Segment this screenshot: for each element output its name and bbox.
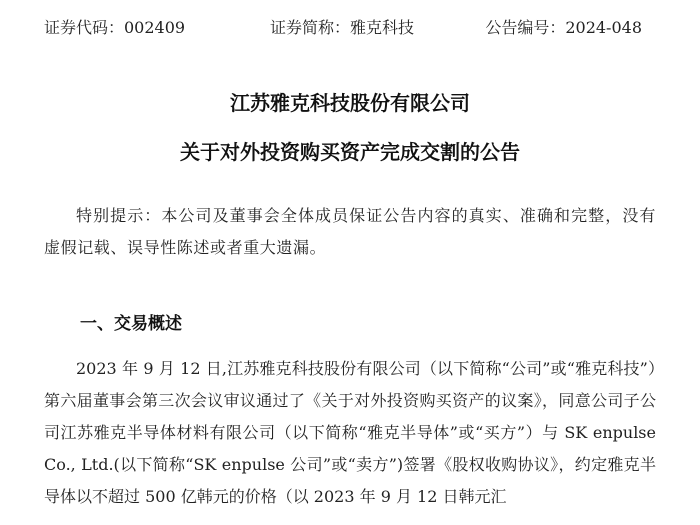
stock-code: 证券代码：002409 xyxy=(44,18,186,37)
stock-abbreviation: 证券简称：雅克科技 xyxy=(270,18,415,37)
company-title: 江苏雅克科技股份有限公司 xyxy=(230,91,470,115)
special-notice: 特别提示：本公司及董事会全体成员保证公告内容的真实、准确和完整，没有虚假记载、误导性陈述或者重大遗漏。 xyxy=(44,206,656,257)
section-paragraph: 2023 年 9 月 12 日,江苏雅克科技股份有限公司（以下简称“公司”或“雅克科技”）第六届董事会第三次会议审议通过了《关于对外投资购买资产的议案》，同意公司子公司江苏雅克半导体材料有限公司（以下简称“雅克半导体”或“买方”）与 SK enpulse Co., Ltd.(以下简称“SK enpulse 公司”或“卖方”)签署《股权收购协议》，约定雅克半导体以不超过 500 亿韩元的价格（以 2023 年 9 月 12 日韩元汇 xyxy=(44,359,656,506)
section-heading: 一、交易概述 xyxy=(80,314,182,334)
announcement-title: 关于对外投资购买资产完成交割的公告 xyxy=(180,140,520,164)
announcement-number: 公告编号：2024-048 xyxy=(485,18,642,37)
document-header xyxy=(0,14,700,42)
